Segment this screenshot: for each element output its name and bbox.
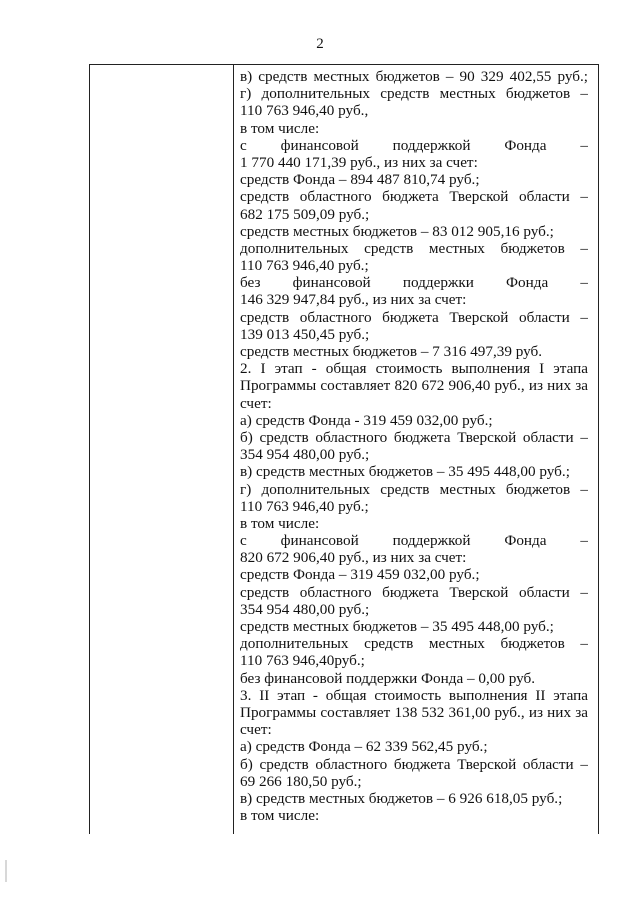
text-line: 110 763 946,40 руб., [240, 102, 369, 120]
text-line: б) средств областного бюджета Тверской области – [240, 755, 588, 773]
scan-artifact [5, 860, 7, 882]
text-line: дополнительных средств местных бюджетов – [240, 239, 588, 257]
text-line: 69 266 180,50 руб.; [240, 772, 362, 790]
text-line: 146 329 947,84 руб., из них за счет: [240, 291, 467, 309]
text-line: без финансовой поддержки Фонда – [240, 274, 588, 292]
text-line: 2. I этап - общая стоимость выполнения I этапа [240, 360, 588, 378]
program-funding-table [89, 64, 599, 834]
text-line: Программы составляет 820 672 906,40 руб., из них за [240, 377, 588, 395]
text-line: а) средств Фонда – 62 339 562,45 руб.; [240, 738, 488, 756]
text-line: с финансовой поддержкой Фонда – [240, 136, 588, 154]
text-line: 682 175 509,09 руб.; [240, 205, 370, 223]
text-line: 354 954 480,00 руб.; [240, 600, 370, 618]
table-right-cell [234, 65, 588, 824]
text-line: счет: [240, 721, 272, 739]
text-line: 139 013 450,45 руб.; [240, 325, 370, 343]
text-line: а) средств Фонда - 319 459 032,00 руб.; [240, 411, 493, 429]
text-line: 110 763 946,40 руб.; [240, 497, 369, 515]
text-line: средств областного бюджета Тверской области – [240, 583, 588, 601]
text-line: 354 954 480,00 руб.; [240, 446, 370, 464]
text-line: в том числе: [240, 514, 320, 532]
text-line: в) средств местных бюджетов – 35 495 448,00 руб.; [240, 463, 570, 481]
text-line: средств областного бюджета Тверской области – [240, 308, 588, 326]
text-line: средств местных бюджетов – 7 316 497,39 руб. [240, 343, 543, 360]
table-left-cell [90, 65, 234, 834]
text-line: 820 672 906,40 руб., из них за счет: [240, 549, 467, 567]
page-number: 2 [316, 36, 324, 52]
text-line: средств местных бюджетов – 35 495 448,00 руб.; [240, 618, 554, 635]
text-line: в том числе: [240, 119, 320, 137]
text-line: средств местных бюджетов – 83 012 905,16 руб.; [240, 222, 554, 240]
text-line: в) средств местных бюджетов – 6 926 618,05 руб.; [240, 789, 563, 807]
text-line: 110 763 946,40 руб.; [240, 257, 369, 275]
text-line: с финансовой поддержкой Фонда – [240, 532, 588, 550]
text-line: 110 763 946,40руб.; [240, 652, 365, 670]
text-line: б) средств областного бюджета Тверской области – [240, 428, 588, 446]
text-line: средств областного бюджета Тверской области – [240, 188, 588, 206]
text-line: в) средств местных бюджетов – 90 329 402,55 руб.; [240, 68, 588, 85]
text-line: средств Фонда – 319 459 032,00 руб.; [240, 566, 480, 584]
text-line: без финансовой поддержки Фонда – 0,00 руб. [240, 669, 536, 687]
text-line: 1 770 440 171,39 руб., из них за счет: [240, 153, 478, 171]
text-line: счет: [240, 394, 272, 412]
text-line: г) дополнительных средств местных бюджетов – [240, 480, 588, 498]
text-line: 3. II этап - общая стоимость выполнения II этапа [240, 686, 588, 704]
text-line: Программы составляет 138 532 361,00 руб., из них за [240, 703, 588, 721]
text-line: г) дополнительных средств местных бюджетов – [240, 85, 588, 103]
text-line: дополнительных средств местных бюджетов – [240, 635, 588, 653]
text-line: средств Фонда – 894 487 810,74 руб.; [240, 171, 480, 189]
text-line: в том числе: [240, 807, 320, 825]
